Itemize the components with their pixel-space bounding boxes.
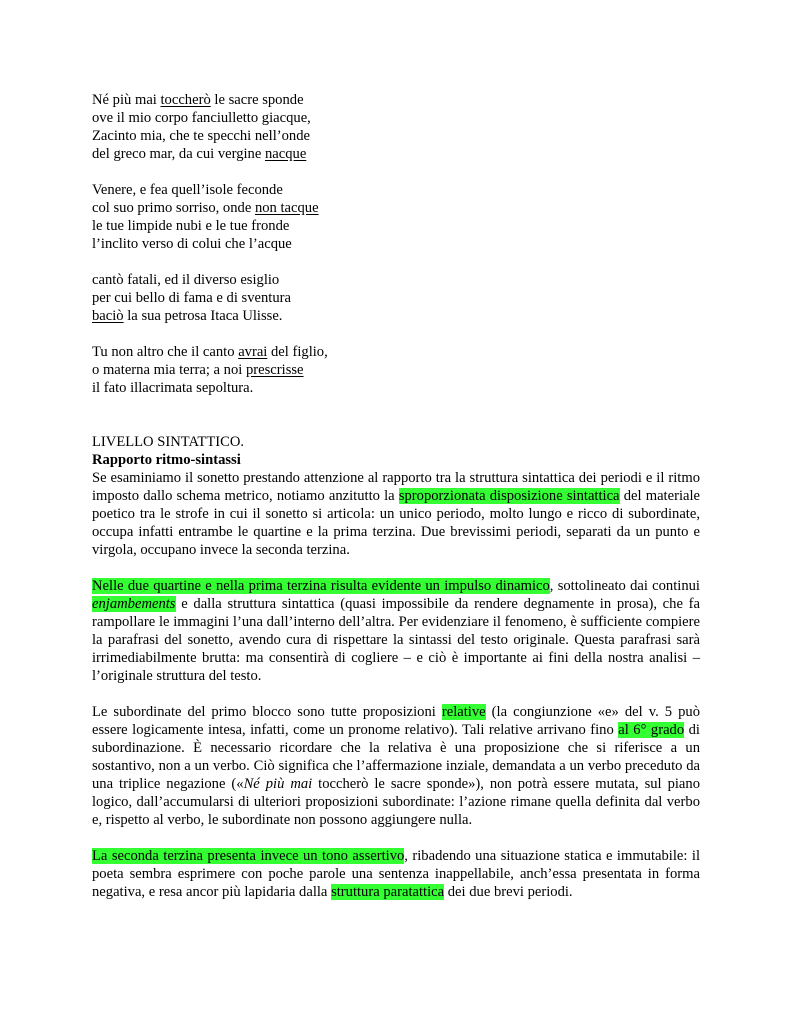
verse-line: le tue limpide nubi e le tue fronde bbox=[92, 218, 290, 234]
highlighted-phrase: relative bbox=[441, 704, 486, 720]
underlined-verb: baciò bbox=[92, 308, 124, 324]
verse-text: le sacre sponde bbox=[210, 92, 304, 108]
section-subheading: Rapporto ritmo-sintassi bbox=[92, 452, 241, 468]
verse-line: per cui bello di fama e di sventura bbox=[92, 290, 291, 306]
highlighted-phrase: Nelle due quartine e nella prima terzina risulta evidente un impulso dinamico bbox=[92, 578, 550, 594]
para-text: (la congiunzione «e» del v. 5 può essere logicamente intesa, infatti, come un pronome relativo). Tali relative arrivano fino bbox=[92, 704, 700, 738]
verse-line bbox=[92, 91, 700, 109]
verse-text: la sua petrosa Itaca Ulisse. bbox=[123, 308, 283, 324]
verse-line bbox=[92, 343, 700, 361]
verse-line bbox=[92, 199, 700, 217]
verse-line bbox=[92, 361, 700, 379]
para-text: Se esaminiamo il sonetto prestando attenzione al rapporto tra la struttura sintattica dei periodi e il ritmo imposto dallo schema metrico, notiamo anzitutto la bbox=[92, 470, 700, 504]
verse-text: col suo primo sorriso, onde bbox=[92, 200, 255, 216]
paragraph-4 bbox=[92, 847, 700, 901]
verse-text: o materna mia terra; a noi bbox=[92, 362, 246, 378]
spacer bbox=[92, 415, 700, 433]
verse-line: il fato illacrimata sepoltura. bbox=[92, 380, 254, 396]
para-text: toccherò le sacre sponde»), non potrà essere mutata, sul piano logico, dall’accumularsi di ulteriori proposizioni subordinate: l’azione rimane quella definita dal verbo e, rispetto al verbo, le subordinate non possono aggiungere nulla. bbox=[92, 776, 700, 828]
para-text: Le subordinate del primo blocco sono tutte proposizioni bbox=[92, 704, 442, 720]
verse-line bbox=[92, 307, 700, 325]
verse-line bbox=[92, 145, 700, 163]
para-text: dei due brevi periodi. bbox=[444, 884, 573, 900]
highlighted-phrase: sproporzionata disposizione sintattica bbox=[398, 488, 620, 504]
para-text: di subordinazione. È necessario ricordare che la relativa è una proposizione che si riferisce a un sostantivo, non a un verbo. Ciò significa che l’affermazione inziale, demandata a un verbo preceduto da una triplice negazione (« bbox=[92, 722, 700, 792]
poem-stanza-3 bbox=[92, 271, 700, 325]
para-text: , ribadendo una situazione statica e immutabile: il poeta sembra esprimere con poche parole una sentenza inappellabile, anch’essa presentata in forma negativa, e resa ancor più lapidaria dalla bbox=[92, 848, 701, 900]
underlined-verb: prescrisse bbox=[245, 362, 304, 378]
underlined-verb: avrai bbox=[238, 344, 268, 360]
paragraph-3 bbox=[92, 703, 700, 829]
para-text: del materiale poetico tra le strofe in cui il sonetto si articola: un unico periodo, molto lungo e ricco di subordinate, occupa infatti entrambe le quartine e la prima terzina. Due brevissimi periodi, separati da un punto e virgola, occupano invece la seconda terzina. bbox=[92, 488, 701, 558]
paragraph-2 bbox=[92, 577, 700, 685]
underlined-verb: non tacque bbox=[254, 200, 319, 216]
para-text: e dalla struttura sintattica (quasi impossibile da rendere degnamente in prosa), che fa rampollare le immagini l’una dall’interno dell’altra. Per evidenziare il fenomeno, è sufficiente compiere la parafrasi del sonetto, avendo cura di rispettare la sintassi del testo originale. Questa parafrasi sarà irrimediabilmente brutta: ma consentirà di cogliere – e ciò è importante ai fini della nostra analisi – l’originale struttura del testo. bbox=[92, 596, 700, 684]
section-heading: LIVELLO SINTATTICO. bbox=[92, 434, 245, 450]
paragraph-1 bbox=[92, 469, 700, 559]
highlighted-phrase: al 6° grado bbox=[618, 722, 685, 738]
verse-line: Venere, e fea quell’isole feconde bbox=[92, 182, 283, 198]
highlighted-phrase: La seconda terzina presenta invece un tono assertivo bbox=[92, 848, 405, 864]
verse-line: cantò fatali, ed il diverso esiglio bbox=[92, 272, 280, 288]
verse-text: del greco mar, da cui vergine bbox=[92, 146, 265, 162]
verse-line: l’inclito verso di colui che l’acque bbox=[92, 236, 292, 252]
verse-line: ove il mio corpo fanciulletto giacque, bbox=[92, 110, 311, 126]
para-text: , sottolineato dai continui bbox=[549, 578, 700, 594]
verse-line: Zacinto mia, che te specchi nell’onde bbox=[92, 128, 311, 144]
verse-text: Tu non altro che il canto bbox=[92, 344, 239, 360]
poem-stanza-4 bbox=[92, 343, 700, 397]
highlighted-phrase: struttura paratattica bbox=[331, 884, 445, 900]
underlined-verb: toccherò bbox=[160, 92, 211, 108]
verse-text: Né più mai bbox=[92, 92, 161, 108]
document-page bbox=[92, 91, 700, 919]
highlighted-phrase: enjambements bbox=[92, 596, 176, 612]
underlined-verb: nacque bbox=[264, 146, 307, 162]
poem-stanza-1 bbox=[92, 91, 700, 163]
verse-text: del figlio, bbox=[267, 344, 328, 360]
italic-quote: Né più mai bbox=[243, 776, 313, 792]
poem-stanza-2 bbox=[92, 181, 700, 253]
